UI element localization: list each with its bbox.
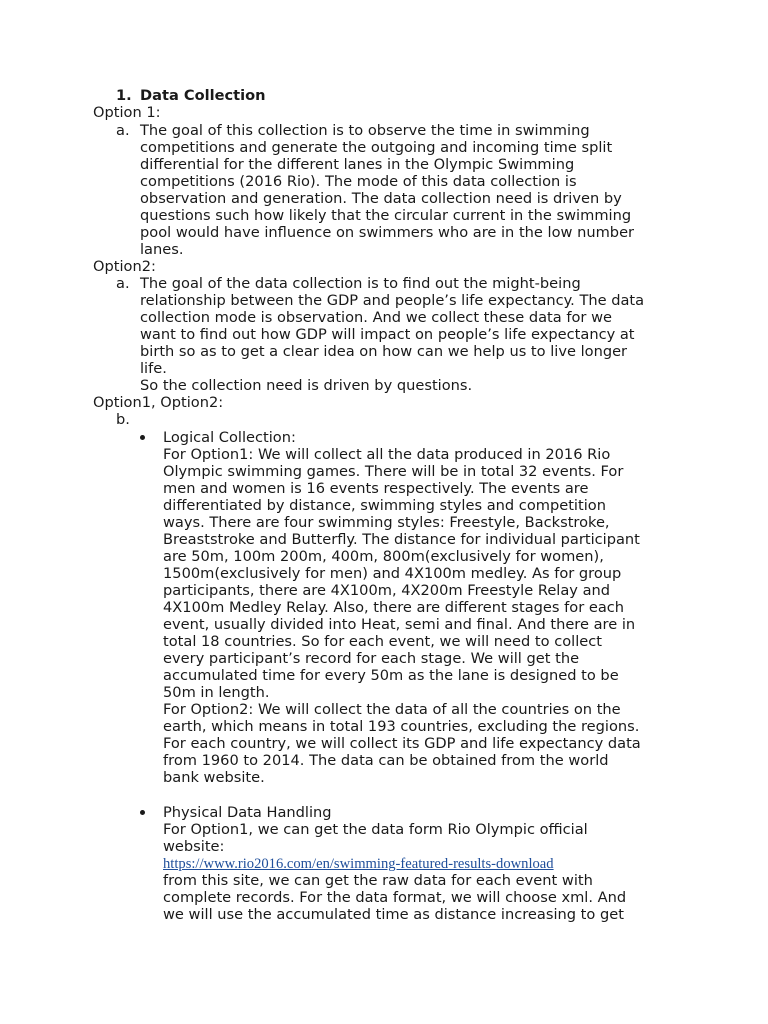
bullet-dot-icon	[140, 810, 145, 815]
section-heading	[116, 87, 266, 104]
option1-paragraph	[140, 122, 680, 258]
logical-line: every participant’s record for each stage. We will get the	[163, 650, 580, 667]
physical-after-line: complete records. For the data format, we will choose xml. And	[163, 889, 627, 906]
option1-line: observation and generation. The data collection need is driven by	[140, 190, 622, 207]
option1-line: competitions and generate the outgoing and incoming time split	[140, 139, 613, 156]
option2-line: relationship between the GDP and people’s life expectancy. The data	[140, 292, 645, 309]
option1-line: questions such how likely that the circular current in the swimming	[140, 207, 632, 224]
option2-line: The goal of the data collection is to find out the might-being	[140, 275, 581, 292]
logical-line: are 50m, 100m 200m, 400m, 800m(exclusively for women),	[163, 548, 604, 565]
logical-line: For Option2: We will collect the data of all the countries on the	[163, 701, 621, 718]
combined-marker: b.	[116, 411, 130, 428]
physical-after-line: we will use the accumulated time as distance increasing to get	[163, 906, 624, 923]
logical-line: differentiated by distance, swimming styles and competition	[163, 497, 606, 514]
rio-results-link[interactable]: https://www.rio2016.com/en/swimming-featured-results-download	[163, 856, 554, 872]
logical-collection-title: Logical Collection:	[163, 429, 296, 446]
option1-line: competitions (2016 Rio). The mode of this data collection is	[140, 173, 577, 190]
logical-line: bank website.	[163, 769, 265, 786]
logical-line: For each country, we will collect its GDP and life expectancy data	[163, 735, 641, 752]
option2-line: birth so as to get a clear idea on how can we help us to live longer	[140, 343, 628, 360]
option2-line: collection mode is observation. And we collect these data for we	[140, 309, 612, 326]
logical-line: participants, there are 4X100m, 4X200m Freestyle Relay and	[163, 582, 611, 599]
logical-collection-block	[163, 429, 683, 786]
logical-line: accumulated time for every 50m as the lane is designed to be	[163, 667, 619, 684]
bullet-dot-icon	[140, 435, 145, 440]
option1-line: lanes.	[140, 241, 184, 258]
physical-handling-block	[163, 804, 683, 923]
section-title: Data Collection	[140, 87, 266, 104]
option1-line: pool would have influence on swimmers who are in the low number	[140, 224, 635, 241]
logical-line: from 1960 to 2014. The data can be obtained from the world	[163, 752, 609, 769]
option2-line: So the collection need is driven by questions.	[140, 377, 473, 394]
logical-line: men and women is 16 events respectively. The events are	[163, 480, 589, 497]
combined-label: Option1, Option2:	[93, 394, 224, 411]
option1-marker: a.	[116, 122, 130, 139]
physical-intro-line: For Option1, we can get the data form Rio Olympic official	[163, 821, 588, 838]
option1-label: Option 1:	[93, 104, 161, 121]
logical-line: Olympic swimming games. There will be in total 32 events. For	[163, 463, 624, 480]
physical-after-line: from this site, we can get the raw data for each event with	[163, 872, 593, 889]
logical-line: event, usually divided into Heat, semi and final. And there are in	[163, 616, 636, 633]
rio-results-link-row	[163, 855, 683, 872]
logical-line: 50m in length.	[163, 684, 270, 701]
logical-line: 1500m(exclusively for men) and 4X100m medley. As for group	[163, 565, 622, 582]
logical-line: Breaststroke and Butterfly. The distance for individual participant	[163, 531, 640, 548]
logical-line: For Option1: We will collect all the data produced in 2016 Rio	[163, 446, 611, 463]
option2-label: Option2:	[93, 258, 156, 275]
section-number: 1.	[116, 87, 132, 104]
physical-handling-title: Physical Data Handling	[163, 804, 332, 821]
logical-line: total 18 countries. So for each event, we will need to collect	[163, 633, 602, 650]
option2-marker: a.	[116, 275, 130, 292]
physical-intro-line: website:	[163, 838, 225, 855]
logical-line: 4X100m Medley Relay. Also, there are different stages for each	[163, 599, 625, 616]
option2-line: want to find out how GDP will impact on people’s life expectancy at	[140, 326, 635, 343]
option2-paragraph	[140, 275, 680, 394]
logical-line: earth, which means in total 193 countries, excluding the regions.	[163, 718, 640, 735]
option1-line: differential for the different lanes in the Olympic Swimming	[140, 156, 575, 173]
option2-line: life.	[140, 360, 167, 377]
option1-line: The goal of this collection is to observe the time in swimming	[140, 122, 590, 139]
logical-line: ways. There are four swimming styles: Freestyle, Backstroke,	[163, 514, 610, 531]
